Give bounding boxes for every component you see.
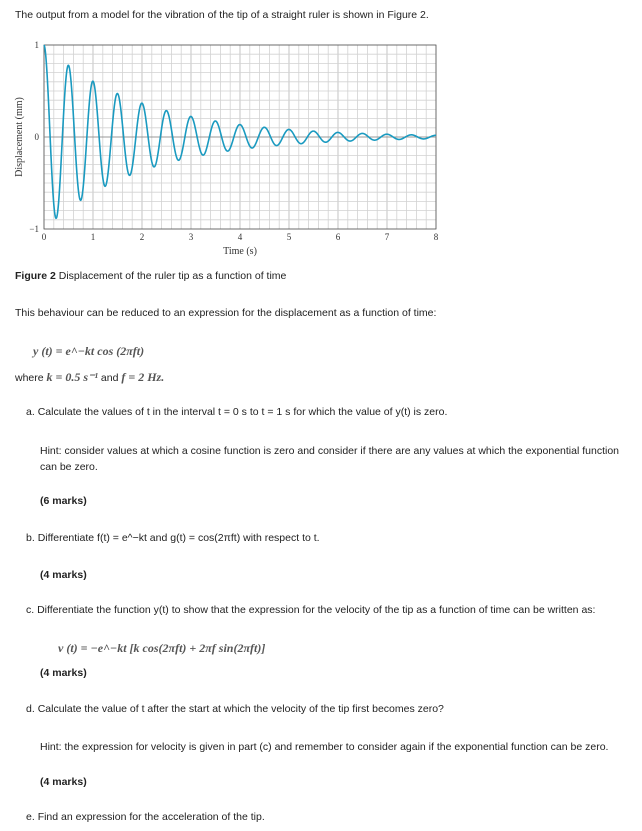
x-tick-label: 5	[286, 232, 292, 242]
y-axis-label: Displacement (mm)	[14, 97, 25, 177]
y-tick-label: 0	[34, 132, 39, 142]
part-c-question	[26, 604, 595, 616]
x-tick-label: 6	[335, 232, 341, 242]
part-d-marks: (4 marks)	[40, 776, 87, 788]
part-a-hint: Hint: consider values at which a cosine function is zero and consider if there are any values at which the exponential function can be zero.	[40, 445, 619, 473]
part-d-hint: Hint: the expression for velocity is given in part (c) and remember to consider again if the exponential function can be zero.	[40, 741, 609, 753]
k-value: k = 0.5 s⁻¹	[46, 370, 98, 384]
part-a-marks: (6 marks)	[40, 495, 87, 507]
where-label: where	[15, 372, 44, 384]
part-d-text: Calculate the value of t after the start at which the velocity of the tip first becomes zero?	[37, 703, 444, 715]
part-a-question	[26, 406, 447, 418]
x-tick-label: 7	[384, 232, 390, 242]
intro-text: The output from a model for the vibration of the tip of a straight ruler is shown in Figure 2.	[15, 9, 429, 21]
y-tick-label: −1	[29, 224, 39, 234]
parameters-line	[15, 370, 164, 385]
figure-caption-label: Figure 2	[15, 270, 56, 282]
displacement-chart	[0, 0, 642, 290]
x-tick-label: 4	[237, 232, 243, 242]
part-c-text: Differentiate the function y(t) to show that the expression for the velocity of the tip as a function of time can be written as:	[37, 604, 596, 616]
figure-caption-text: Displacement of the ruler tip as a function of time	[58, 270, 287, 282]
part-e-letter: e.	[26, 811, 35, 823]
part-a-text: Calculate the values of t in the interval t = 0 s to t = 1 s for which the value of y(t) is zero.	[37, 406, 448, 418]
reduction-text: This behaviour can be reduced to an expression for the displacement as a function of time:	[15, 307, 437, 319]
figure-caption	[15, 270, 286, 282]
part-b-letter: b.	[26, 532, 35, 544]
x-tick-label: 0	[41, 232, 47, 242]
velocity-equation: v (t) = −e^−kt [k cos(2πft) + 2πf sin(2πft)]	[58, 641, 266, 655]
x-tick-label: 2	[139, 232, 145, 242]
y-tick-label: 1	[34, 40, 39, 50]
x-tick-label: 1	[90, 232, 96, 242]
part-e-text: Find an expression for the acceleration of the tip.	[37, 811, 265, 823]
part-b-question	[26, 532, 320, 544]
part-d-question	[26, 703, 444, 715]
f-value: f = 2 Hz.	[121, 370, 165, 384]
and-label: and	[100, 372, 119, 384]
part-b-text: Differentiate f(t) = e^−kt and g(t) = cos(2πft) with respect to t.	[37, 532, 320, 544]
part-d-letter: d.	[26, 703, 35, 715]
part-c-letter: c.	[26, 604, 35, 616]
x-tick-label: 3	[188, 232, 194, 242]
x-axis-label: Time (s)	[223, 246, 257, 257]
displacement-equation-text: y (t) = e^−kt cos (2πft)	[33, 344, 145, 358]
x-tick-label: 8	[433, 232, 439, 242]
part-b-marks: (4 marks)	[40, 569, 87, 581]
displacement-equation	[33, 344, 144, 359]
part-c-marks: (4 marks)	[40, 667, 87, 679]
part-e-question	[26, 811, 265, 823]
part-a-letter: a.	[26, 406, 35, 418]
